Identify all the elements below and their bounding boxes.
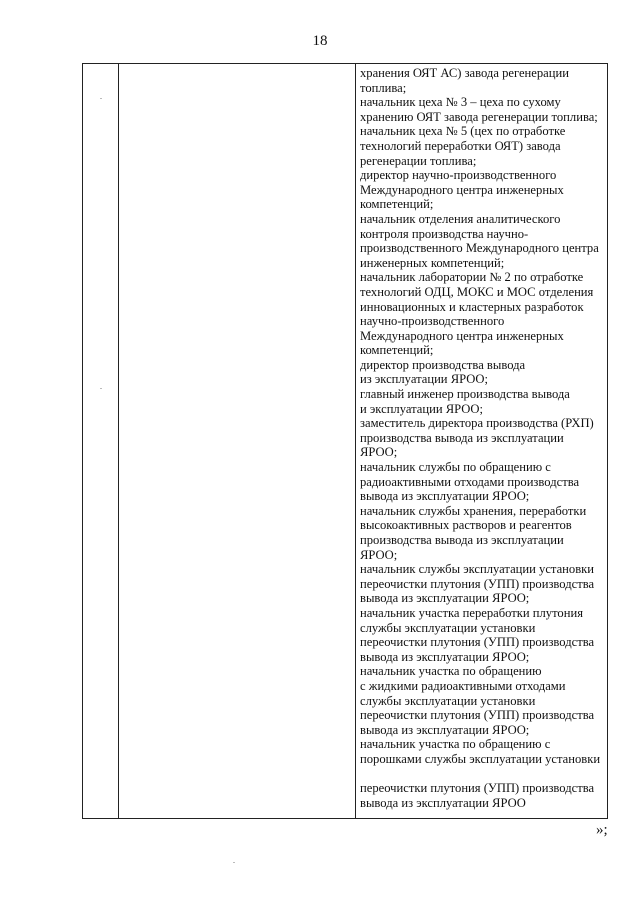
cell-line: переочистки плутония (УПП) производства [360,635,595,650]
cell-line: и эксплуатации ЯРОО; [360,401,483,416]
cell-line: службы эксплуатации установки [360,620,536,635]
cell-line: порошками службы эксплуатации установки [360,751,601,766]
position-list-cell [360,66,606,810]
cell-line: вывода из эксплуатации ЯРОО; [360,722,530,737]
cell-line: ЯРОО; [360,547,398,562]
cell-line: высокоактивных растворов и реагентов [360,518,572,533]
cell-line: производства вывода из эксплуатации [360,533,564,547]
cell-line: вывода из эксплуатации ЯРОО; [360,489,530,504]
scan-artifact [100,388,102,389]
cell-line: начальник участка по обращению [360,664,542,679]
cell-line: хранению ОЯТ завода регенерации топлива; [360,109,598,124]
cell-line: технологий ОДЦ, МОКС и МОС отделения [360,284,594,299]
cell-line: из эксплуатации ЯРОО; [360,372,488,387]
cell-line: инновационных и кластерных разработок [360,299,584,314]
cell-line: начальник отделения аналитического [360,211,561,226]
column-divider-2 [355,64,356,818]
cell-line: начальник службы хранения, переработки [360,503,587,518]
cell-line: директор научно-производственного [360,168,557,183]
cell-line: производства вывода из эксплуатации [360,430,564,445]
cell-line: компетенций; [360,197,434,212]
cell-line: топлива; [360,80,407,95]
cell-line: технологий переработки ОЯТ) завода [360,138,561,153]
cell-line: ЯРОО; [360,445,398,460]
cell-line: начальник службы эксплуатации установки [360,562,594,577]
cell-line: переочистки плутония (УПП) производства [360,576,595,591]
scan-artifact [100,98,102,99]
cell-line: директор производства вывода [360,357,526,372]
cell-line: начальник участка по обращению с [360,737,551,752]
page-number: 18 [312,33,328,49]
cell-line: вывода из эксплуатации ЯРОО; [360,649,530,664]
cell-line: главный инженер производства вывода [360,387,570,402]
cell-line: Международного центра инженерных [360,182,564,197]
cell-line: службы эксплуатации установки [360,693,536,708]
cell-line: хранения ОЯТ АС) завода регенерации [360,66,569,80]
cell-line: начальник цеха № 5 (цех по отработке [360,124,566,139]
cell-line: переочистки плутония (УПП) производства [360,781,595,796]
cell-line: начальник цеха № 3 – цеха по сухому [360,95,561,110]
cell-line: Международного центра инженерных [360,328,564,343]
cell-line: компетенций; [360,343,434,358]
cell-line: с жидкими радиоактивными отходами [360,678,566,693]
cell-line: вывода из эксплуатации ЯРОО; [360,591,530,606]
cell-line: контроля производства научно- [360,226,529,241]
scan-artifact [233,862,235,863]
cell-line: научно-производственного [360,314,505,329]
cell-blank-line [360,767,606,782]
cell-line: вывода из эксплуатации ЯРОО [360,795,526,810]
document-table [82,63,608,819]
cell-line: регенерации топлива; [360,153,477,168]
cell-line: начальник участка переработки плутония [360,605,583,620]
cell-line: начальник службы по обращению с [360,460,551,475]
cell-line: переочистки плутония (УПП) производства [360,708,595,723]
column-divider-1 [118,64,119,818]
cell-line: начальник лаборатории № 2 по отработке [360,270,584,285]
cell-line: производственного Международного центра [360,241,599,256]
cell-line: заместитель директора производства (РХП) [360,416,594,431]
cell-line: радиоактивными отходами производства [360,474,580,489]
closing-quote-mark: »; [596,822,608,838]
cell-line: инженерных компетенций; [360,255,505,270]
